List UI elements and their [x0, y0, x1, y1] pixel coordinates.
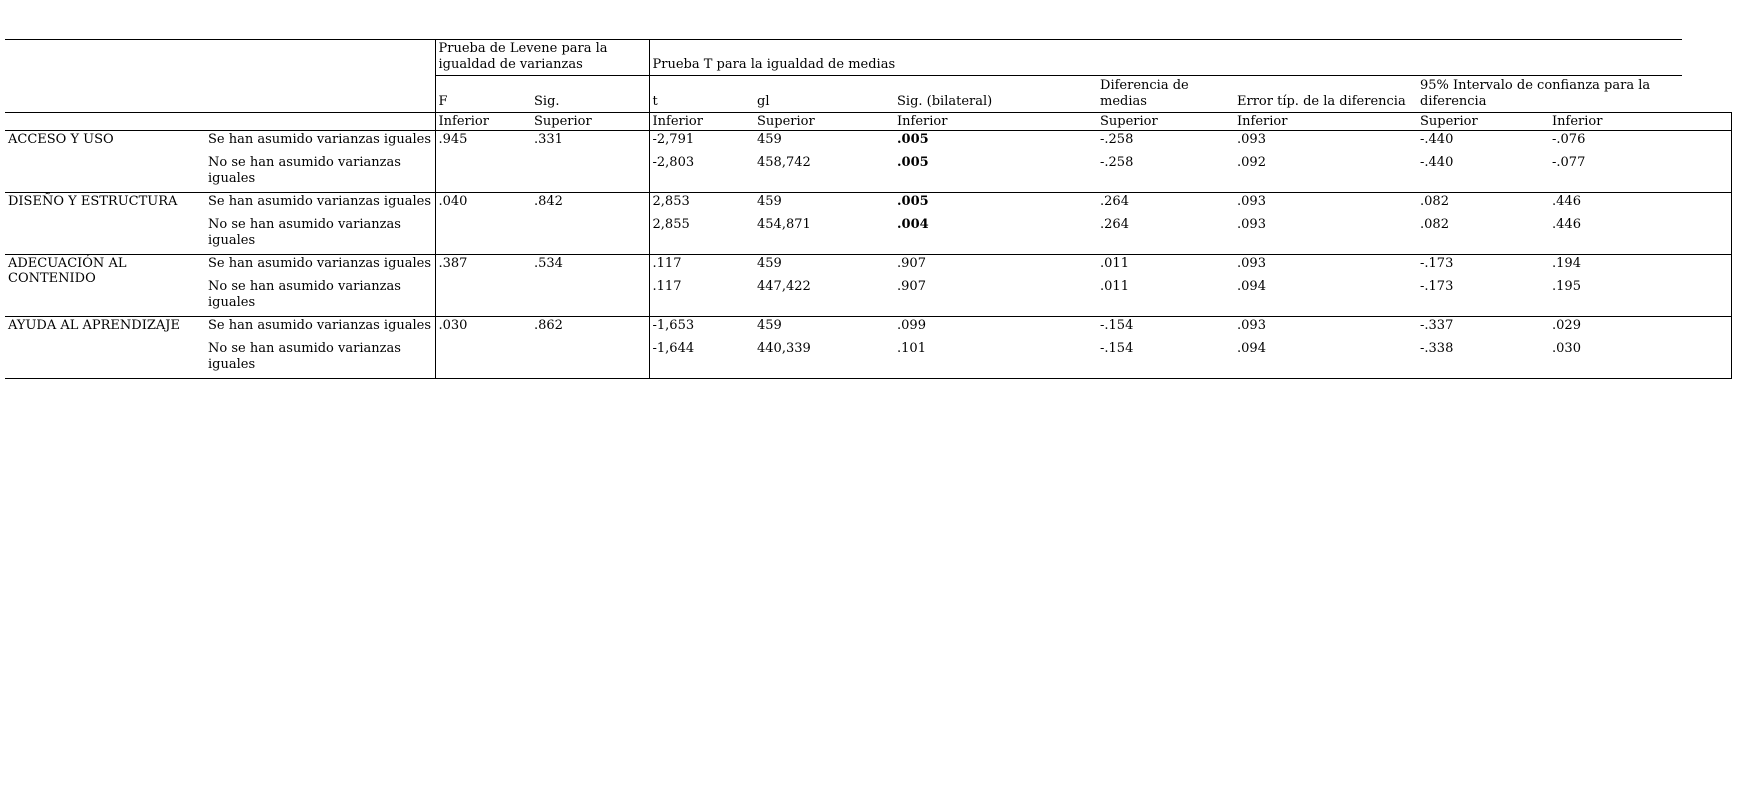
table-row — [5, 216, 1731, 254]
t-value: -2,803 — [649, 154, 754, 192]
table-row — [5, 316, 1731, 340]
t-value: 2,853 — [649, 192, 754, 216]
mean-difference-value: -.154 — [1100, 317, 1134, 333]
blank-cell — [531, 340, 649, 378]
ci-upper-value: -.440 — [1417, 154, 1549, 192]
sig-bilateral-value: .101 — [894, 340, 1097, 378]
levene-section-header: Prueba de Levene para la igualdad de varianzas — [435, 40, 649, 76]
t-value: 2,855 — [649, 216, 754, 254]
ci-upper-value: .082 — [1417, 216, 1549, 254]
col-header-std-error: Error típ. de la diferencia — [1234, 75, 1417, 112]
t-value: .117 — [649, 254, 754, 278]
ci-upper-value: -.440 — [1420, 131, 1454, 147]
variance-assumption-label: Se han asumido varianzas iguales — [208, 131, 432, 147]
ci-upper-value: -.173 — [1420, 255, 1454, 271]
ci-lower-value: .195 — [1549, 278, 1682, 316]
t-value: -1,644 — [649, 340, 754, 378]
sub-header: Inferior — [1234, 112, 1417, 130]
variance-assumption-label: No se han asumido varianzas iguales — [205, 154, 435, 192]
blank-cell — [531, 216, 649, 254]
group-name: ACCESO Y USO — [5, 130, 205, 192]
col-header-sig-bilateral: Sig. (bilateral) — [894, 75, 1097, 112]
ci-lower-value: -.076 — [1552, 131, 1586, 147]
column-header-row — [5, 75, 1731, 112]
blank-cell — [1682, 216, 1731, 254]
corner-blank-cell — [5, 40, 435, 76]
ci-lower-value: .446 — [1552, 193, 1581, 209]
gl-value: 459 — [757, 193, 782, 209]
sub-header: Superior — [531, 112, 649, 130]
sig-bilateral-value: .099 — [897, 317, 926, 333]
sig-bilateral-value: .004 — [894, 216, 1097, 254]
col-header-t: t — [649, 75, 754, 112]
sub-header: Superior — [1097, 112, 1234, 130]
table-row — [5, 192, 1731, 216]
std-error-value: .093 — [1237, 317, 1266, 333]
gl-value: 447,422 — [754, 278, 894, 316]
variance-assumption-label: Se han asumido varianzas iguales — [208, 255, 432, 271]
f-value: .030 — [435, 316, 531, 340]
sub-header: Superior — [1417, 112, 1549, 130]
gl-value: 454,871 — [754, 216, 894, 254]
sub-header: Inferior — [1549, 112, 1682, 130]
ci-upper-value: -.338 — [1417, 340, 1549, 378]
t-value: .117 — [649, 278, 754, 316]
std-error-value: .093 — [1237, 193, 1266, 209]
ci-lower-value: .446 — [1549, 216, 1682, 254]
std-error-value: .094 — [1234, 278, 1417, 316]
t-value: -2,791 — [649, 130, 754, 154]
sub-header: Inferior — [649, 112, 754, 130]
table-row — [5, 154, 1731, 192]
blank-cell — [435, 278, 531, 316]
std-error-value: .092 — [1234, 154, 1417, 192]
ci-lower-value: -.077 — [1549, 154, 1682, 192]
col-header-gl: gl — [754, 75, 894, 112]
sig-bilateral-value: .005 — [897, 131, 929, 147]
group-name: DISEÑO Y ESTRUCTURA — [5, 192, 205, 254]
blank-cell — [5, 75, 435, 112]
blank-cell — [1682, 112, 1731, 130]
table-row — [5, 254, 1731, 278]
sub-header-row — [5, 112, 1731, 130]
f-value: .945 — [435, 130, 531, 154]
ci-lower-value: .194 — [1552, 255, 1581, 271]
sig-bilateral-value: .005 — [894, 154, 1097, 192]
ci-upper-value: -.173 — [1417, 278, 1549, 316]
sub-header: Inferior — [435, 112, 531, 130]
blank-cell — [1682, 340, 1731, 378]
gl-value: 458,742 — [754, 154, 894, 192]
mean-difference-value: -.258 — [1097, 154, 1234, 192]
blank-cell — [5, 112, 435, 130]
ci-lower-value: .029 — [1552, 317, 1581, 333]
blank-cell — [435, 154, 531, 192]
f-value: .040 — [435, 192, 531, 216]
gl-value: 440,339 — [754, 340, 894, 378]
section-header-row — [5, 40, 1731, 76]
std-error-value: .094 — [1234, 340, 1417, 378]
sig-bilateral-value: .907 — [897, 255, 926, 271]
blank-cell — [1682, 316, 1731, 340]
sig-bilateral-value: .907 — [894, 278, 1097, 316]
variance-assumption-label: No se han asumido varianzas iguales — [205, 340, 435, 378]
table-row — [5, 340, 1731, 378]
ci-upper-value: -.337 — [1420, 317, 1454, 333]
ci-upper-value: .082 — [1420, 193, 1449, 209]
blank-cell — [435, 216, 531, 254]
blank-cell — [1682, 278, 1731, 316]
sig-value: .862 — [534, 317, 563, 333]
col-header-sig: Sig. — [531, 75, 649, 112]
ci-lower-value: .030 — [1549, 340, 1682, 378]
blank-cell — [1682, 154, 1731, 192]
gl-value: 459 — [757, 131, 782, 147]
sig-value: .331 — [534, 131, 563, 147]
col-header-mean-difference: Diferencia de medias — [1097, 75, 1234, 112]
gl-value: 459 — [757, 255, 782, 271]
table-row — [5, 278, 1731, 316]
sig-value: .842 — [534, 193, 563, 209]
sig-value: .534 — [534, 255, 563, 271]
col-header-f: F — [435, 75, 531, 112]
ttest-section-header: Prueba T para la igualdad de medias — [649, 40, 1682, 76]
mean-difference-value: .011 — [1097, 278, 1234, 316]
sub-header: Inferior — [894, 112, 1097, 130]
mean-difference-value: -.258 — [1100, 131, 1134, 147]
f-value: .387 — [435, 254, 531, 278]
table-row — [5, 130, 1731, 154]
mean-difference-value: .011 — [1100, 255, 1129, 271]
std-error-value: .093 — [1234, 216, 1417, 254]
group-name: AYUDA AL APRENDIZAJE — [5, 316, 205, 378]
blank-cell — [435, 340, 531, 378]
blank-cell — [1682, 254, 1731, 278]
sig-bilateral-value: .005 — [897, 193, 929, 209]
t-test-table — [5, 39, 1732, 379]
gl-value: 459 — [757, 317, 782, 333]
std-error-value: .093 — [1237, 131, 1266, 147]
blank-cell — [531, 278, 649, 316]
header-gap-cell — [1682, 40, 1731, 76]
blank-cell — [1682, 75, 1731, 112]
variance-assumption-label: No se han asumido varianzas iguales — [205, 216, 435, 254]
variance-assumption-label: Se han asumido varianzas iguales — [208, 317, 432, 333]
col-header-ci95: 95% Intervalo de confianza para la diferencia — [1417, 75, 1682, 112]
mean-difference-value: .264 — [1097, 216, 1234, 254]
mean-difference-value: -.154 — [1097, 340, 1234, 378]
blank-cell — [531, 154, 649, 192]
variance-assumption-label: Se han asumido varianzas iguales — [208, 193, 432, 209]
t-value: -1,653 — [649, 316, 754, 340]
blank-cell — [1682, 130, 1731, 154]
group-name: ADECUACIÓN AL CONTENIDO — [5, 254, 205, 316]
std-error-value: .093 — [1237, 255, 1266, 271]
sub-header: Superior — [754, 112, 894, 130]
variance-assumption-label: No se han asumido varianzas iguales — [205, 278, 435, 316]
mean-difference-value: .264 — [1100, 193, 1129, 209]
blank-cell — [1682, 192, 1731, 216]
